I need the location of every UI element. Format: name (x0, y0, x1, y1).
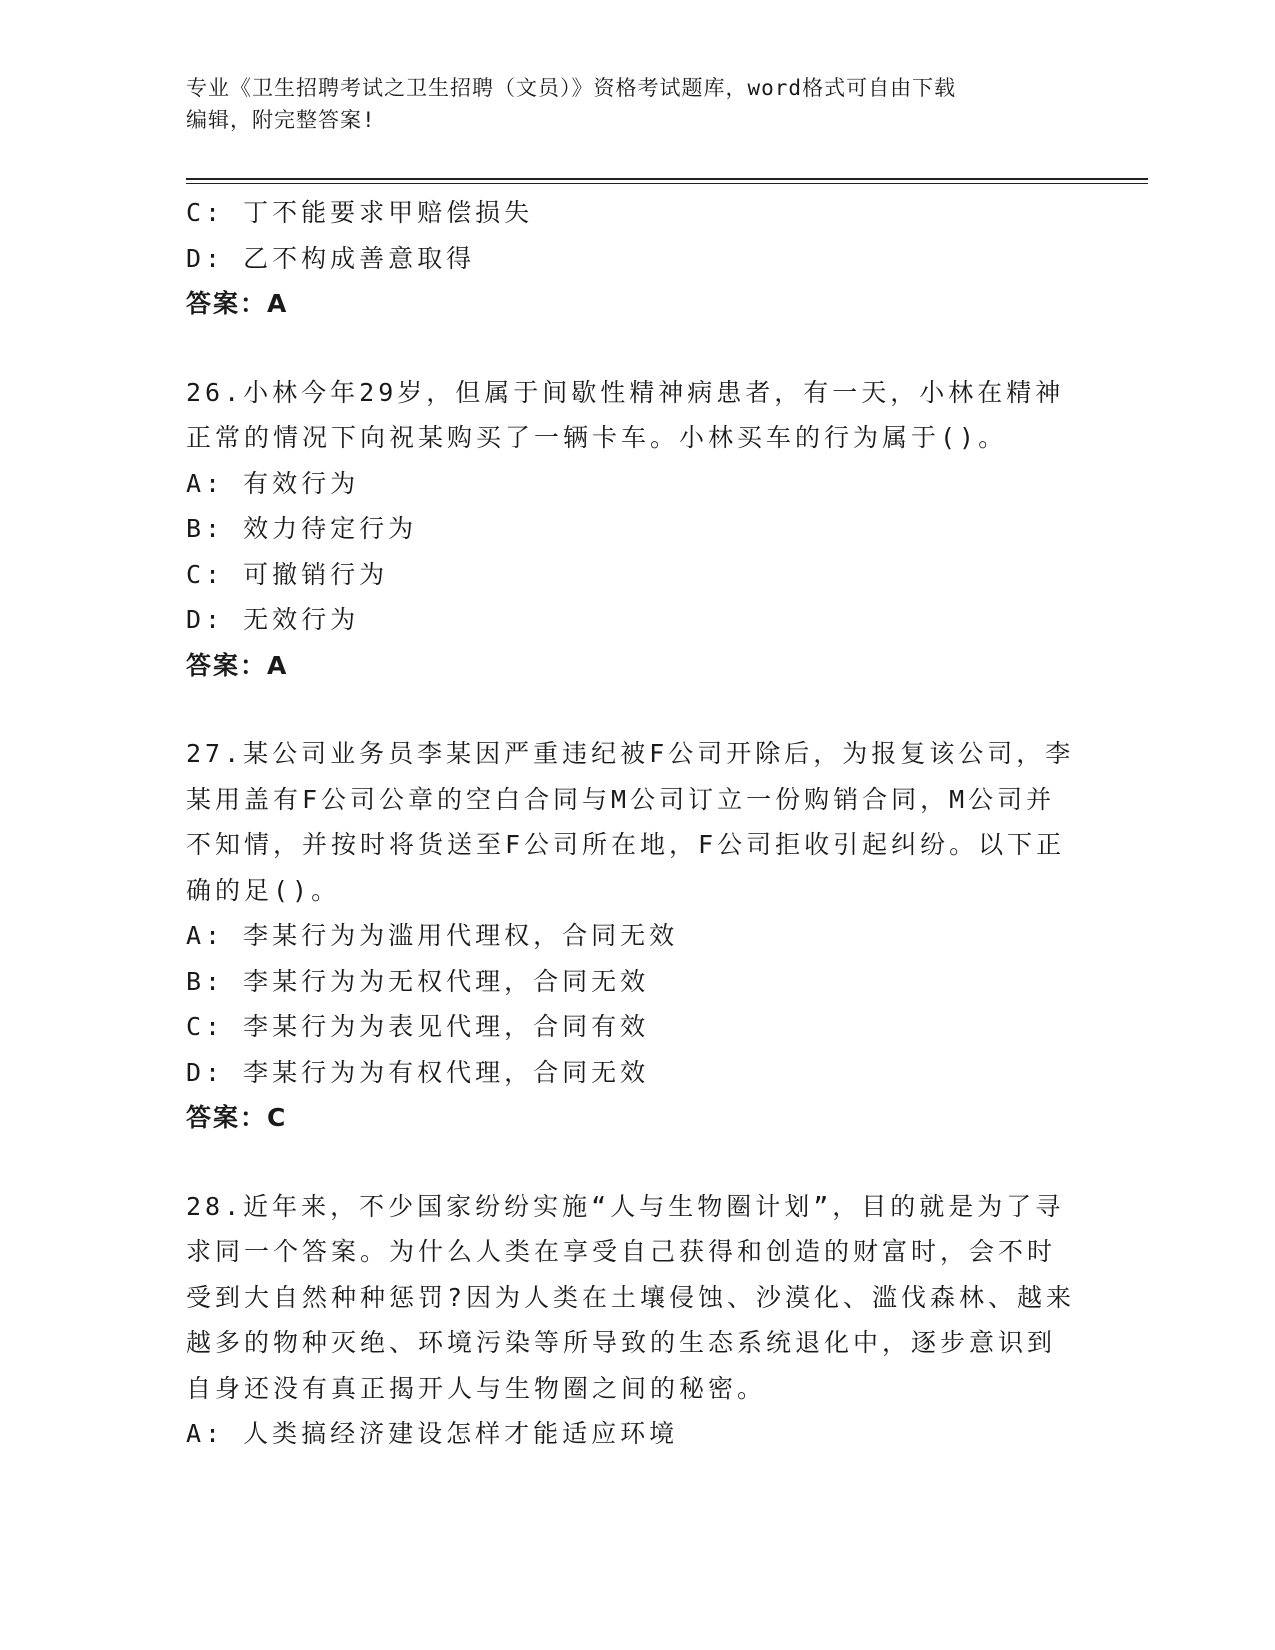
question-stem-line: 受到大自然种种惩罚?因为人类在土壤侵蚀、沙漠化、滥伐森林、越来 (186, 1282, 1076, 1312)
answer-line: 答案：C (186, 1103, 288, 1132)
spacer (186, 1141, 1086, 1184)
option-b: B: 李某行为为无权代理，合同无效 (186, 966, 650, 996)
option-a: A: 人类搞经济建设怎样才能适应环境 (186, 1419, 679, 1448)
option-c: C: 可撤销行为 (186, 559, 389, 589)
header-line-1: 专业《卫生招聘考试之卫生招聘（文员）》资格考试题库，word格式可自由下载 (186, 76, 957, 100)
question-block-28 (186, 1184, 1086, 1457)
question-stem-line: 不知情，并按时将货送至F公司所在地，F公司拒收引起纠纷。以下正 (186, 830, 1066, 859)
question-stem-line: 某用盖有F公司公章的空白合同与M公司订立一份购销合同，M公司并 (186, 784, 1056, 814)
question-stem-line: 27.某公司业务员李某因严重违纪被F公司开除后，为报复该公司，李 (186, 739, 1075, 768)
page-header (186, 72, 1086, 136)
option-c: C: 李某行为为表见代理，合同有效 (186, 1012, 650, 1041)
question-stem-line: 求同一个答案。为什么人类在享受自己获得和创造的财富时，会不时 (186, 1237, 1057, 1266)
question-stem-line: 正常的情况下向祝某购买了一辆卡车。小林买车的行为属于()。 (186, 423, 1008, 452)
question-stem-line: 26.小林今年29岁，但属于间歇性精神病患者，有一天，小林在精神 (186, 377, 1065, 407)
option-c: C: 丁不能要求甲赔偿损失 (186, 198, 534, 227)
header-divider-thick (186, 178, 1148, 180)
question-block-26 (186, 370, 1086, 689)
question-content (186, 190, 1086, 1457)
header-divider-thin (186, 183, 1148, 184)
question-stem-line: 越多的物种灭绝、环境污染等所导致的生态系统退化中，逐步意识到 (186, 1328, 1057, 1357)
spacer (186, 327, 1086, 370)
option-d: D: 无效行为 (186, 605, 360, 634)
question-block-25 (186, 190, 1086, 327)
option-a: A: 有效行为 (186, 468, 360, 498)
answer-line: 答案：A (186, 650, 289, 680)
option-b: B: 效力待定行为 (186, 514, 418, 543)
option-a: A: 李某行为为滥用代理权，合同无效 (186, 921, 679, 950)
option-d: D: 乙不构成善意取得 (186, 243, 476, 273)
question-stem-line: 自身还没有真正揭开人与生物圈之间的秘密。 (186, 1373, 767, 1403)
answer-line: 答案：A (186, 289, 289, 318)
question-stem-line: 28.近年来，不少国家纷纷实施“人与生物圈计划”，目的就是为了寻 (186, 1191, 1065, 1221)
header-line-2: 编辑，附完整答案! (186, 108, 376, 132)
option-d: D: 李某行为为有权代理，合同无效 (186, 1057, 650, 1087)
question-stem-line: 确的足()。 (186, 875, 341, 905)
question-block-27 (186, 731, 1086, 1141)
spacer (186, 688, 1086, 731)
